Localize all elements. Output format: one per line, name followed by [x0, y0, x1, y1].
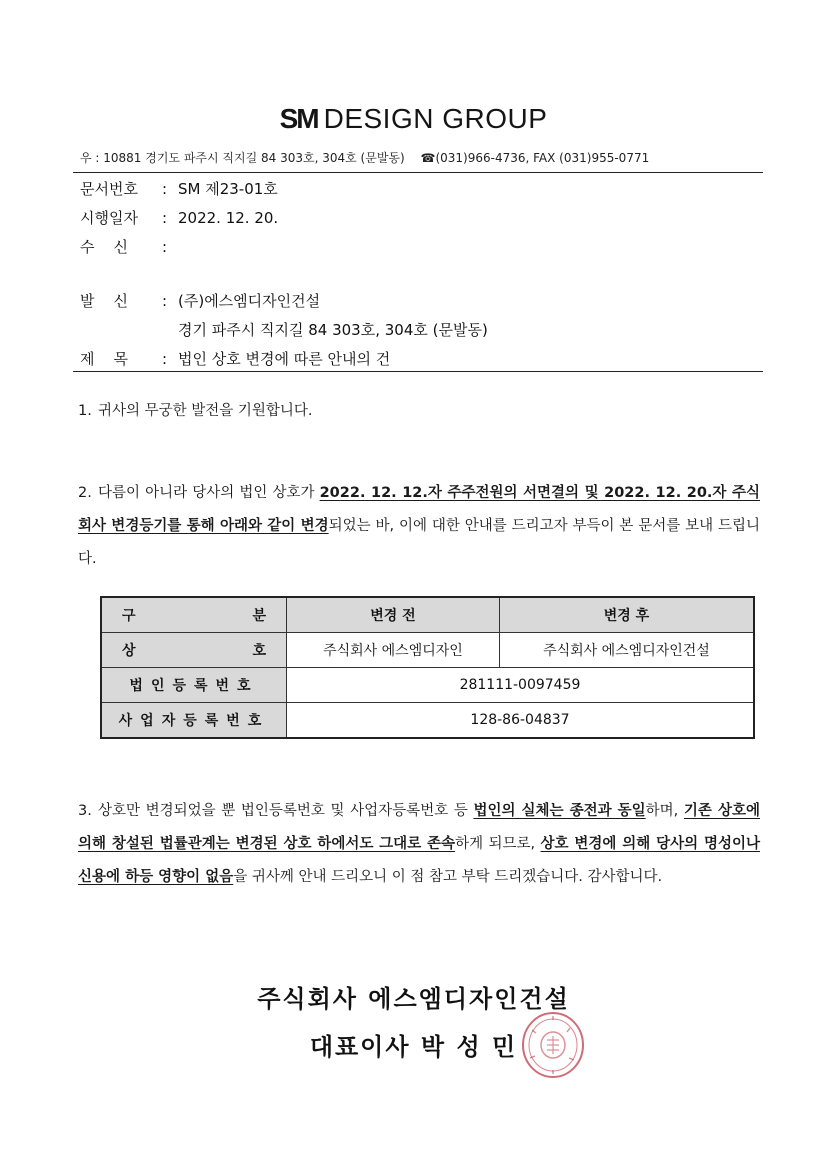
paragraph-number: 3.	[78, 803, 92, 819]
subject-divider	[73, 371, 763, 372]
subject-value: 법인 상호 변경에 따른 안내의 건	[178, 350, 391, 368]
colon: :	[162, 238, 168, 256]
company-name-signature: 주식회사 에스엠디자인건설	[257, 985, 570, 1013]
paragraph-text: 하며,	[645, 803, 684, 819]
subject-label: 제 목	[80, 350, 129, 368]
ceo-name: 대표이사 박 성 민	[309, 1033, 518, 1061]
paragraph-text: 을 귀사께 안내 드리오니 이 점 참고 부탁 드리겠습니다. 감사합니다.	[233, 869, 663, 885]
header-char: 분	[252, 608, 266, 624]
colon: :	[162, 180, 168, 198]
table-header-row	[101, 597, 754, 633]
row-label-trade-name	[101, 633, 287, 668]
table-row	[101, 668, 754, 703]
trade-name-before: 주식회사 에스엠디자인	[287, 633, 500, 668]
colon: :	[162, 350, 168, 368]
underlined-text: 법인의 실체는 종전과 동일	[473, 803, 646, 819]
header-divider	[73, 172, 763, 173]
phone-fax: ☎(031)966-4736, FAX (031)955-0771	[420, 151, 650, 165]
date-value: 2022. 12. 20.	[178, 209, 279, 227]
recipient-label: 수 신	[80, 238, 129, 256]
letterhead-address	[80, 149, 649, 166]
date-field	[80, 207, 278, 228]
sender-address: 경기 파주시 직지길 84 303호, 304호 (문발동)	[178, 321, 488, 339]
colon: :	[162, 292, 168, 310]
company-logo	[0, 103, 827, 135]
underlined-text: 상호 변경에 의해 당사의 명성이나 신용에 하등 영향이 없음	[78, 836, 760, 885]
date-label: 시행일자	[80, 209, 138, 227]
row-label-biz-reg-no: 사업자등록번호	[101, 703, 287, 739]
colon: :	[162, 209, 168, 227]
postal-address: 우 : 10881 경기도 파주시 직지길 84 303호, 304호 (문발동)	[80, 151, 405, 165]
company-seal-icon	[520, 1010, 586, 1080]
row-label-corp-reg-no: 법인등록번호	[101, 668, 287, 703]
underlined-text: 기존 상호에 의해 창설된 법률관계는 변경된 상호 하에서도 그대로 존속	[78, 803, 760, 852]
paragraph-1	[78, 395, 760, 428]
paragraph-2	[78, 477, 760, 576]
paragraph-number: 1.	[78, 403, 92, 419]
doc-number-value: SM 제23-01호	[178, 180, 278, 198]
paragraph-text: 되었는 바, 이에 대한 안내를 드리고자 부득이 본 문서를 보내 드립니다.	[78, 518, 760, 567]
corp-reg-no-value: 281111-0097459	[287, 668, 755, 703]
logo-sm: SM	[279, 103, 318, 134]
subject-field	[80, 348, 390, 369]
table-row	[101, 633, 754, 668]
sender-field	[80, 290, 320, 311]
label-char: 호	[252, 643, 266, 659]
paragraph-3	[78, 795, 760, 894]
doc-number-field	[80, 178, 278, 199]
table-header-category	[101, 597, 287, 633]
header-char: 구	[122, 608, 136, 624]
paragraph-text: 상호만 변경되었을 뿐 법인등록번호 및 사업자등록번호 등	[98, 803, 474, 819]
trade-name-after: 주식회사 에스엠디자인건설	[499, 633, 754, 668]
underlined-text: 2022. 12. 12.자 주주전원의 서면결의 및 2022. 12. 20.자 주식회사 변경등기를 통해 아래와 같이 변경	[78, 485, 760, 534]
biz-reg-no-value: 128-86-04837	[287, 703, 755, 739]
paragraph-text: 다름이 아니라 당사의 법인 상호가	[98, 485, 320, 501]
recipient-field	[80, 236, 178, 257]
doc-number-label: 문서번호	[80, 180, 138, 198]
logo-text: DESIGN GROUP	[323, 103, 548, 134]
paragraph-text: 귀사의 무궁한 발전을 기원합니다.	[98, 403, 313, 419]
sender-label: 발 신	[80, 292, 129, 310]
paragraph-text: 하게 되므로,	[455, 836, 541, 852]
label-char: 상	[122, 643, 136, 659]
company-change-table	[100, 596, 755, 739]
sender-value: (주)에스엠디자인건설	[178, 292, 321, 310]
table-row	[101, 703, 754, 739]
table-header-before: 변경 전	[287, 597, 500, 633]
paragraph-number: 2.	[78, 485, 92, 501]
table-header-after: 변경 후	[499, 597, 754, 633]
